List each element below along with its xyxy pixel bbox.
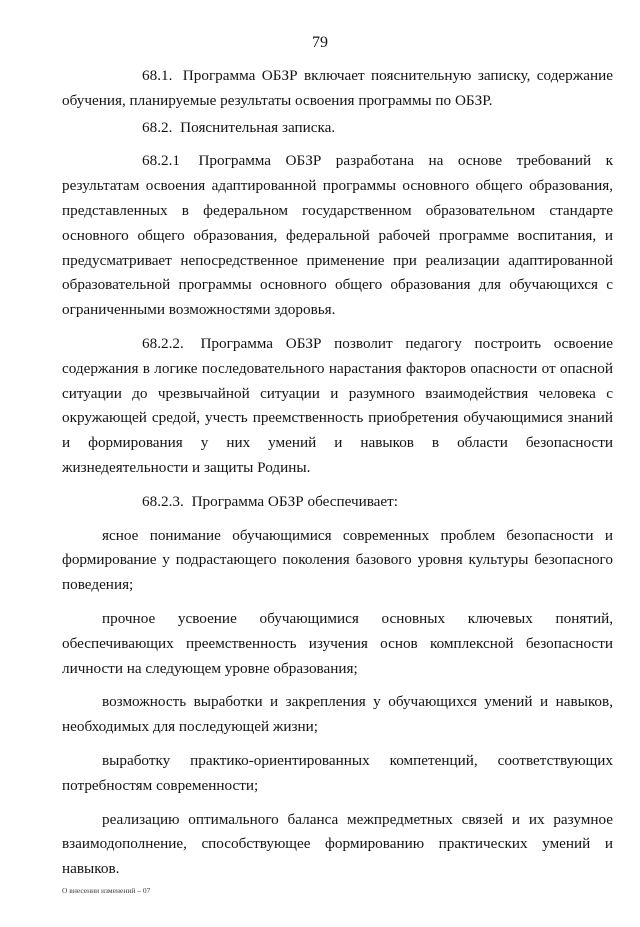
paragraph-68-1: [62, 64, 613, 114]
section-number: 68.2.: [142, 118, 173, 136]
section-number: 68.2.1: [142, 152, 180, 170]
paragraph-text: Программа ОБЗР обеспечивает:: [191, 492, 399, 510]
list-item: реализацию оптимального баланса межпредметных связей и их разумное взаимодополнение, способствующее формированию практических умений и навыков.: [62, 810, 613, 878]
list-item: прочное усвоение обучающимися основных ключевых понятий, обеспечивающих преемственность изучения основ комплексной безопасности личности на следующем уровне образования;: [62, 609, 613, 677]
paragraph-68-2-1: [62, 149, 613, 323]
list-item: ясное понимание обучающимися современных проблем безопасности и формирование у подрастающего поколения базового уровня культуры безопасного поведения;: [62, 526, 613, 594]
list-item: возможность выработки и закрепления у обучающихся умений и навыков, необходимых для последующей жизни;: [62, 693, 613, 736]
paragraph-68-2: [62, 116, 613, 141]
paragraph-68-2-3: [62, 490, 613, 515]
paragraph-text: Программа ОБЗР позволит педагогу построить освоение содержания в логике последовательного нарастания факторов опасности от опасной ситуации до чрезвычайной ситуации и разумного взаимодействия человека с окружающей средой, учесть преемственность приобретения обучающимися знаний и формирования у них умений и навыков в области безопасности жизнедеятельности и защиты Родины.: [62, 334, 614, 476]
section-number: 68.1.: [142, 67, 173, 84]
paragraph-text: Программа ОБЗР включает пояснительную записку, содержание обучения, планируемые результаты освоения программы по ОБЗР.: [62, 67, 613, 109]
footer-note: О внесении изменений – 07: [62, 886, 151, 895]
document-body: [62, 64, 613, 882]
page-number: 79: [312, 34, 328, 51]
paragraph-text: Пояснительная записка.: [180, 118, 336, 136]
paragraph-text: Программа ОБЗР разработана на основе требований к результатам освоения адаптированной программы основного общего образования, представленных в федеральном государственном образовательном стандарте основного общего образования, федеральной рабочей программе воспитания, и предусматривает непосредственное применение при реализации адаптированной образовательной программы основного общего образования для обучающихся с ограниченными возможностями здоровья.: [62, 152, 614, 319]
paragraph-68-2-2: [62, 332, 613, 481]
list-item: выработку практико-ориентированных компетенций, соответствующих потребностям современности;: [62, 751, 613, 794]
section-number: 68.2.2.: [142, 334, 184, 352]
section-number: 68.2.3.: [142, 492, 184, 510]
